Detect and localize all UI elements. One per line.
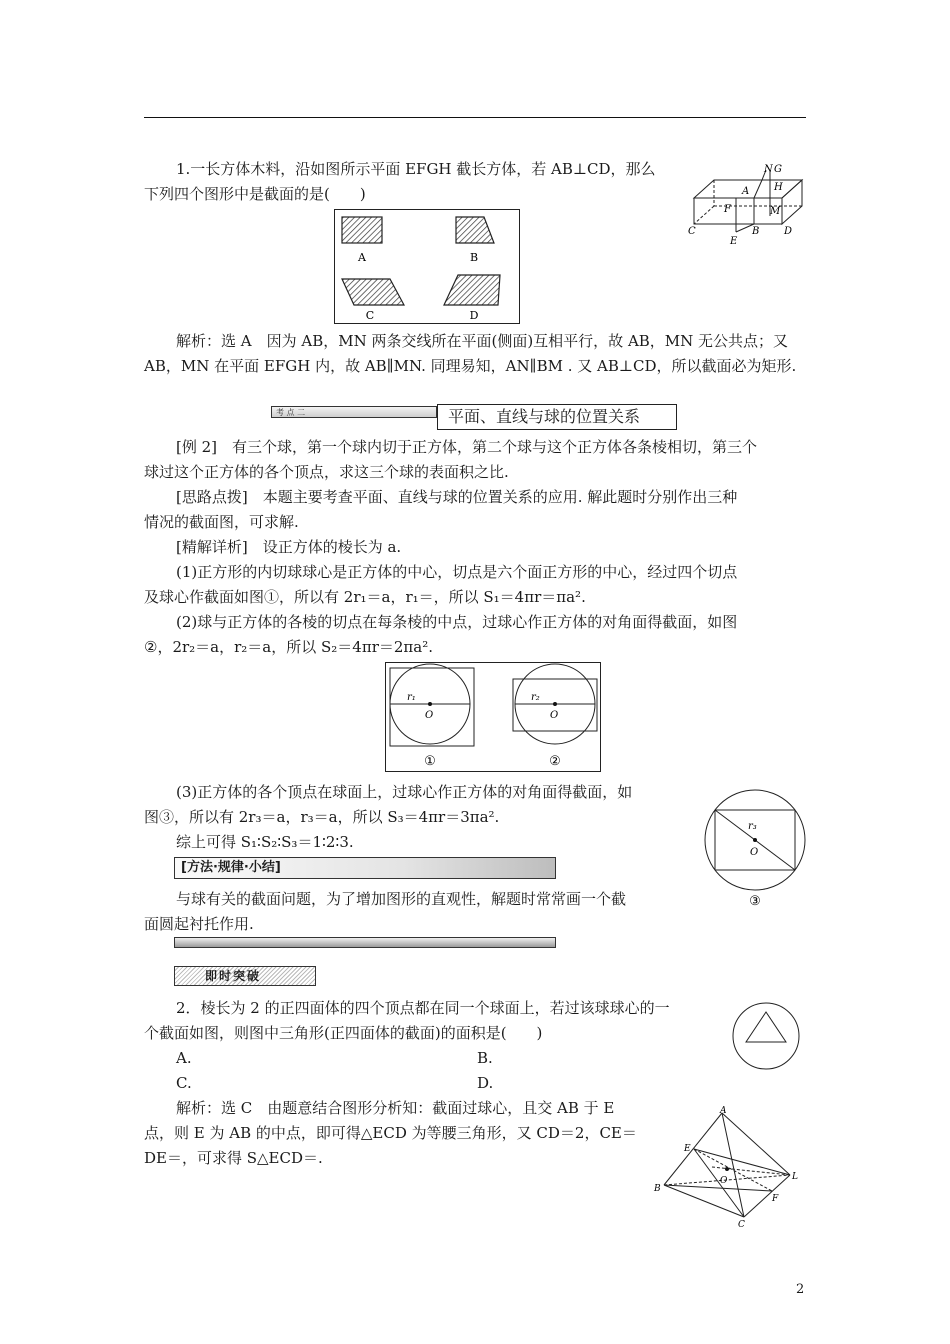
q2-section-figure (730, 1000, 802, 1072)
section-title: 平面、直线与球的位置关系 (437, 404, 677, 430)
fig1-caption: ① (424, 754, 436, 769)
tetra-label-b: B (654, 1184, 661, 1194)
method-bottom-bar (174, 937, 556, 948)
example2-p3-line1: (3)正方体的各个顶点在球面上，过球心作正方体的对角面得截面，如 (176, 783, 633, 801)
fig3-caption: ③ (749, 894, 761, 909)
q2-option-c: C. (176, 1074, 192, 1092)
q2-analysis-line3: DE＝，可求得 S△ECD＝. (144, 1149, 323, 1167)
tetrahedron-figure (652, 1105, 802, 1230)
tetra-label-e: E (684, 1144, 691, 1154)
method-line2: 面圆起衬托作用. (144, 915, 254, 933)
tetra-label-c: C (738, 1220, 745, 1230)
tetra-label-l: L (792, 1172, 798, 1182)
example2-line1: [例 2] 有三个球，第一个球内切于正方体，第二个球与这个正方体各条棱相切，第三个 (176, 438, 758, 456)
q2-option-b: B. (477, 1049, 493, 1067)
cuboid-label-h: H (774, 182, 783, 193)
cuboid-label-n: N (764, 164, 773, 175)
example2-hint-line2: 情况的截面图，可求解. (144, 513, 299, 531)
cuboid-label-g: G (774, 164, 782, 175)
q1-analysis-line1: 解析：选 A 因为 AB，MN 两条交线所在平面(侧面)互相平行，故 AB，MN 无公共点；又 (176, 332, 789, 350)
option-b-label: B (469, 251, 479, 264)
example2-p1-line2: 及球心作截面如图①，所以有 2r₁＝a，r₁＝，所以 S₁＝4πr＝πa². (144, 588, 586, 606)
q2-text-line2: 个截面如图，则图中三角形(正四面体的截面)的面积是( ) (144, 1024, 543, 1042)
example2-p2-line2: ②，2r₂＝a，r₂＝a，所以 S₂＝4πr＝2πa². (144, 638, 433, 656)
option-a-label: A (358, 251, 366, 264)
tetra-label-o: O (720, 1176, 728, 1186)
option-c-label: C (365, 309, 375, 322)
cuboid-label-a: A (742, 186, 750, 197)
tetra-label-f: F (772, 1194, 779, 1204)
q2-option-d: D. (477, 1074, 494, 1092)
example2-detail: [精解详析] 设正方体的棱长为 a. (176, 538, 402, 556)
header-rule (144, 117, 806, 118)
quick-badge: 即时突破 (174, 966, 316, 986)
cuboid-label-d: D (784, 226, 793, 237)
q2-analysis-line2: 点，则 E 为 AB 的中点，即可得△ECD 为等腰三角形，又 CD＝2，CE＝ (144, 1124, 637, 1142)
fig2-caption: ② (549, 754, 561, 769)
fig1-r1-label: r₁ (407, 692, 416, 703)
example2-line2: 球过这个正方体的各个顶点，求这三个球的表面积之比. (144, 463, 509, 481)
cuboid-label-e: E (730, 236, 738, 247)
example2-p1-line1: (1)正方形的内切球球心是正方体的中心，切点是六个面正方形的中心，经过四个切点 (176, 563, 738, 581)
method-line1: 与球有关的截面问题，为了增加图形的直观性，解题时常常画一个截 (176, 890, 627, 908)
q1-text-line2: 下列四个图形中是截面的是( ) (144, 185, 366, 203)
page-number: 2 (796, 1282, 805, 1297)
example2-hint-line1: [思路点拨] 本题主要考查平面、直线与球的位置关系的应用. 解此题时分别作出三种 (176, 488, 738, 506)
q1-analysis-line2: AB，MN 在平面 EFGH 内，故 AB∥MN. 同理易知，AN∥BM . 又 AB⊥CD，所以截面必为矩形. (144, 357, 797, 375)
section-tag: 考 点 二 (271, 406, 437, 418)
fig3-r3-label: r₃ (748, 821, 757, 832)
cuboid-figure (684, 160, 804, 248)
circumsphere-figure (700, 785, 810, 910)
option-d-label: D (469, 309, 479, 322)
q2-option-a: A. (176, 1049, 192, 1067)
q1-text-line1: 1.一长方体木料，沿如图所示平面 EFGH 截长方体，若 AB⊥CD，那么 (176, 160, 656, 178)
option-d-shape (444, 275, 500, 305)
option-a-shape (342, 217, 382, 243)
cuboid-label-b: B (752, 226, 760, 237)
tetra-label-a: A (720, 1106, 727, 1116)
example2-p2-line1: (2)球与正方体的各棱的切点在每条棱的中点，过球心作正方体的对角面得截面，如图 (176, 613, 738, 631)
q2-text-line1: 2．棱长为 2 的正四面体的四个顶点都在同一个球面上，若过该球球心的一 (176, 999, 670, 1017)
cuboid-label-f: F (724, 204, 731, 215)
method-header: [方法·规律·小结] (174, 857, 556, 879)
fig1-o-label: O (425, 710, 434, 721)
option-b-shape (456, 217, 494, 243)
fig3-o-label: O (750, 847, 759, 858)
option-c-shape (342, 279, 404, 305)
example2-summary: 综上可得 S₁∶S₂∶S₃＝1∶2∶3. (176, 833, 354, 851)
sphere-sections-figure (385, 662, 601, 772)
q2-analysis-line1: 解析：选 C 由题意结合图形分析知：截面过球心，且交 AB 于 E (176, 1099, 615, 1117)
cuboid-label-c: C (688, 226, 696, 237)
fig2-o-label: O (550, 710, 559, 721)
q1-options-figure (334, 209, 520, 324)
fig2-r2-label: r₂ (531, 692, 540, 703)
example2-p3-line2: 图③，所以有 2r₃＝a，r₃＝a，所以 S₃＝4πr＝3πa². (144, 808, 500, 826)
cuboid-label-m: M (770, 206, 781, 217)
